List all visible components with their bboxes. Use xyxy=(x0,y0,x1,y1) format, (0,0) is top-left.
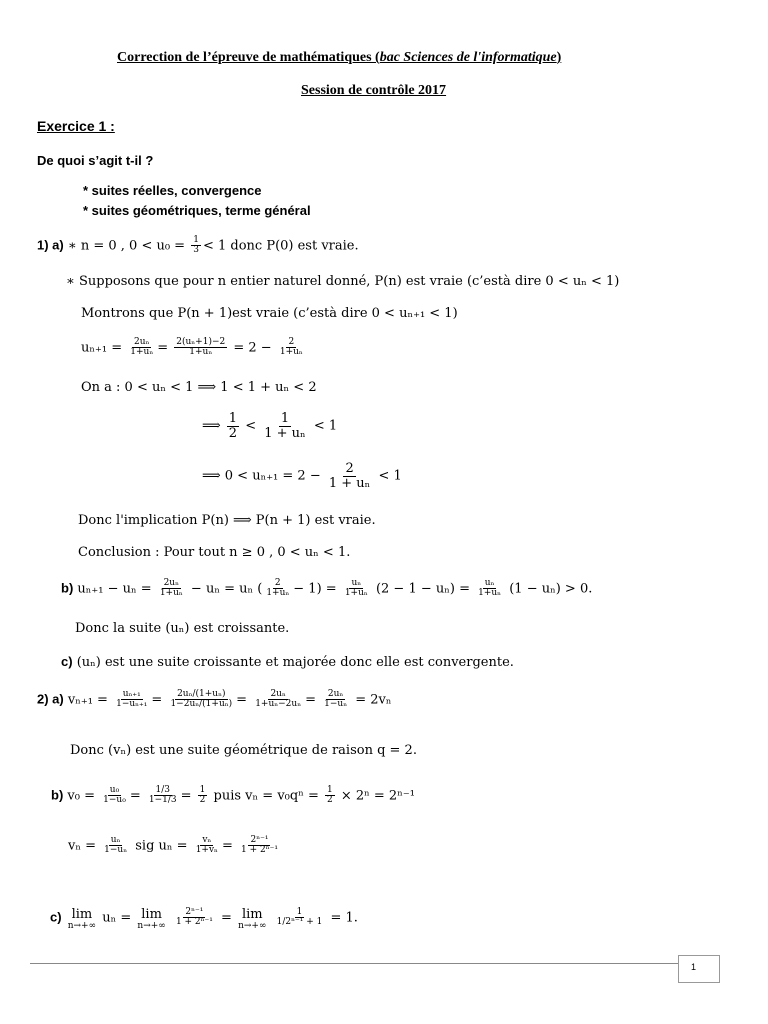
text-1a-end: < 1 donc P(0) est vraie. xyxy=(202,238,359,254)
line-show: Montrons que P(n + 1)est vraie (c’està dire 0 < uₙ₊₁ < 1) xyxy=(81,306,458,321)
line-2b: b) v₀ = $\frac{\text{u₀}}{\text{1−u₀}}$ = $\frac{1/3}{1-1/3}$ = $\frac{1}{2}$ puis vₙ = v₀qⁿ = $\frac{1}{2}$ × 2ⁿ = 2ⁿ⁻¹ xyxy=(51,785,415,806)
topic-1: * suites réelles, convergence xyxy=(83,183,262,198)
line-suppose: ∗ Supposons que pour n entier naturel donné, P(n) est vraie (c’està dire 0 < uₙ < 1) xyxy=(66,274,620,289)
line-on-a: On a : 0 < uₙ < 1 ⟹ 1 < 1 + uₙ < 2 xyxy=(81,380,317,395)
title-italic: bac Sciences de l'informatique xyxy=(379,50,557,65)
line-1a xyxy=(37,236,359,256)
line-implication-1: ⟹ $\frac{1}{2}$ < $\frac{1}{\text{1 + uₙ}}$ < 1 xyxy=(202,411,338,441)
line-2c: c) lim n→+∞ uₙ = lim n→+∞ $\frac{\text{2ⁿ⁻¹}}{\text{1 + 2ⁿ⁻¹}}$ = lim n→+∞ $\frac{1}{\text{1/2ⁿ⁻¹ + 1}}$ = 1. xyxy=(50,907,358,931)
topic-2: * suites géométriques, terme général xyxy=(83,203,311,218)
page-number-box xyxy=(678,955,720,983)
title-suffix: ) xyxy=(556,50,562,65)
document-title xyxy=(117,50,561,66)
session-title: Session de contrôle 2017 xyxy=(301,83,447,98)
text-1a: ∗ n = 0 , 0 < u₀ = xyxy=(67,238,190,254)
line-donc-implication: Donc l'implication P(n) ⟹ P(n + 1) est vraie. xyxy=(78,513,376,528)
line-1b: b) uₙ₊₁ − uₙ = $\frac{\text{2uₙ}}{\text{1+uₙ}}$ − uₙ = uₙ ( $\frac{2}{\text{1+uₙ}}$ − 1) = $\frac{\text{uₙ}}{\text{1+uₙ}}$ (2 − 1 − uₙ) = $\frac{\text{uₙ}}{\text{1+uₙ}}$ (1 − uₙ) > 0. xyxy=(61,578,593,599)
line-recurrence: uₙ₊₁ = $\frac{\text{2uₙ}}{\text{1+uₙ}}$ = $\frac{\text{2(uₙ+1)−2}}{\text{1+uₙ}}$ = 2 − $\frac{2}{\text{1+uₙ}}$ xyxy=(81,337,303,358)
title-prefix: Correction de l’épreuve de mathématiques ( xyxy=(117,50,380,65)
line-implication-2: ⟹ 0 < uₙ₊₁ = 2 − $\frac{2}{\text{1 + uₙ}}$ < 1 xyxy=(202,461,402,491)
line-conclusion: Conclusion : Pour tout n ≥ 0 , 0 < uₙ < 1. xyxy=(78,545,351,560)
question-heading: De quoi s’agit t-il ? xyxy=(37,153,154,168)
label-1a: 1) a) xyxy=(37,237,64,253)
line-vn: vₙ = $\frac{\text{uₙ}}{\text{1−uₙ}}$ sig uₙ = $\frac{\text{vₙ}}{\text{1+vₙ}}$ = $\frac{\text{2ⁿ⁻¹}}{\text{1 + 2ⁿ⁻¹}}$ xyxy=(68,835,278,856)
line-2a: 2) a) vₙ₊₁ = $\frac{\text{uₙ₊₁}}{\text{1−uₙ₊₁}}$ = $\frac{\text{2uₙ/(1+uₙ)}}{\text{1−2uₙ/(1+uₙ)}}$ = $\frac{\text{2uₙ}}{\text{1+uₙ−2uₙ}}$ = $\frac{\text{2uₙ}}{\text{1−uₙ}}$ = 2vₙ xyxy=(37,689,392,710)
line-1c: c) (uₙ) est une suite croissante et majorée donc elle est convergente. xyxy=(61,654,514,670)
exercise-heading: Exercice 1 : xyxy=(37,118,115,134)
page-number: 1 xyxy=(691,962,697,972)
line-geometrique: Donc (vₙ) est une suite géométrique de raison q = 2. xyxy=(70,743,417,758)
footer-divider xyxy=(30,963,702,964)
frac-1a: $\frac{1}{3}$ xyxy=(193,235,199,256)
line-croissante: Donc la suite (uₙ) est croissante. xyxy=(75,621,290,636)
